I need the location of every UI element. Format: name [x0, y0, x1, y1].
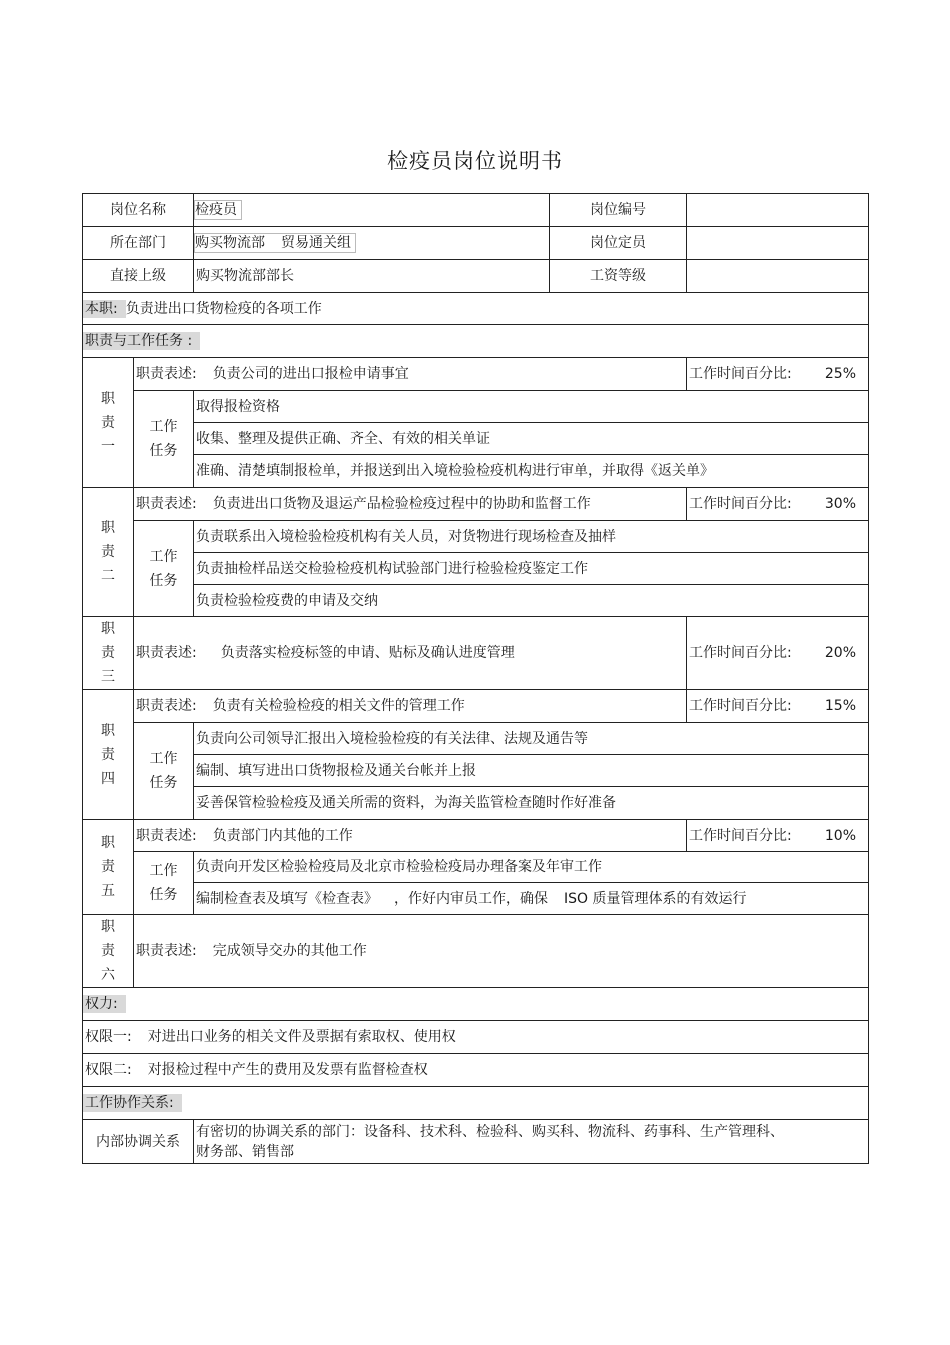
salary-grade-value: [687, 260, 869, 293]
responsibility-4-description: 负责有关检验检疫的相关文件的管理工作: [212, 698, 465, 714]
task-item: 收集、整理及提供正确、齐全、有效的相关单证: [194, 423, 869, 455]
tasks-section-label: 职责与工作任务 :: [83, 325, 869, 358]
task-item: 负责检验检疫费的申请及交纳: [194, 585, 869, 617]
position-name-value: 检疫员: [194, 194, 550, 227]
responsibility-2-task-label: 工作 任务: [134, 521, 194, 617]
header-row-name: [83, 194, 869, 227]
responsibility-5-description: 负责部门内其他的工作: [212, 827, 353, 844]
superior-label: 直接上级: [83, 260, 194, 293]
responsibility-2-label: 职 责 二: [83, 488, 134, 617]
task-item: 负责向公司领导汇报出入境检验检疫的有关法律、法规及通告等: [194, 723, 869, 755]
duty-row: [83, 293, 869, 325]
responsibility-5-percent: 10%: [824, 827, 856, 844]
header-row-dept: [83, 227, 869, 260]
responsibility-1-label: 职 责 一: [83, 358, 134, 488]
internal-coordination-text: 有密切的协调关系的部门：设备科、技术科、检验科、购买科、物流科、药事科、生产管理科、财务部、销售部: [194, 1120, 869, 1164]
authority-section-row: [83, 988, 869, 1021]
responsibility-4-task-label: 工作 任务: [134, 723, 194, 820]
responsibility-2-percent: 30%: [824, 496, 856, 512]
responsibility-1-task-row: [83, 391, 869, 423]
task-item: 妥善保管检验检疫及通关所需的资料，为海关监管检查随时作好准备: [194, 787, 869, 820]
responsibility-4-percent: 15%: [824, 698, 856, 714]
responsibility-2-task-row: [83, 521, 869, 553]
internal-coordination-row: [83, 1120, 869, 1164]
task-item: 负责向开发区检验检疫局及北京市检验检疫局办理备案及年审工作: [194, 852, 869, 883]
task-item: 编制、填写进出口货物报检及通关台帐并上报: [194, 755, 869, 787]
task-item: 编制检查表及填写《检查表》 ，作好内审员工作，确保 ISO 质量管理体系的有效运行: [194, 883, 869, 915]
responsibility-6-description: 完成领导交办的其他工作: [212, 943, 367, 959]
responsibility-2-percent-cell: 工作时间百分比: 30%: [687, 488, 869, 521]
responsibility-3-percent-cell: 工作时间百分比: 20%: [687, 617, 869, 690]
position-code-label: 岗位编号: [550, 194, 687, 227]
cooperation-section-row: [83, 1087, 869, 1120]
responsibility-1-desc-row: 职 责 一 职责表述: 负责公司的进出口报检申请事宜 工作时间百分比: 25%: [83, 358, 869, 391]
responsibility-3-description: 负责落实检疫标签的申请、贴标及确认进度管理: [220, 645, 515, 661]
responsibility-4-percent-cell: 工作时间百分比: 15%: [687, 690, 869, 723]
department-label: 所在部门: [83, 227, 194, 260]
responsibility-6-label: 职 责 六: [83, 915, 134, 988]
responsibility-2-desc-row: 职 责 二 职责表述: 负责进出口货物及退运产品检验检疫过程中的协助和监督工作 工作时间百分比: 30%: [83, 488, 869, 521]
authority-2-text: 对报检过程中产生的费用及发票有监督检查权: [147, 1062, 428, 1078]
responsibility-6-desc-row: 职 责 六 职责表述: 完成领导交办的其他工作: [83, 915, 869, 988]
task-item: 负责联系出入境检验检疫机构有关人员，对货物进行现场检查及抽样: [194, 521, 869, 553]
responsibility-1-percent-cell: 工作时间百分比: 25%: [687, 358, 869, 391]
responsibility-3-label: 职 责 三: [83, 617, 134, 690]
cooperation-label: 工作协作关系:: [83, 1094, 182, 1112]
task-item: 负责抽检样品送交检验检疫机构试验部门进行检验检疫鉴定工作: [194, 553, 869, 585]
staffing-label: 岗位定员: [550, 227, 687, 260]
authority-row-2: 权限二: 对报检过程中产生的费用及发票有监督检查权: [83, 1054, 869, 1087]
position-code-value: [687, 194, 869, 227]
responsibility-1-description: 负责公司的进出口报检申请事宜: [212, 366, 409, 382]
page-title: 检疫员岗位说明书: [387, 149, 563, 173]
responsibility-3-desc-row: 职 责 三 职责表述: 负责落实检疫标签的申请、贴标及确认进度管理 工作时间百分比: 20%: [83, 617, 869, 690]
superior-value: 购买物流部部长: [194, 260, 550, 293]
responsibility-3-percent: 20%: [824, 645, 856, 661]
salary-grade-label: 工资等级: [550, 260, 687, 293]
authority-row-1: 权限一: 对进出口业务的相关文件及票据有索取权、使用权: [83, 1021, 869, 1054]
responsibility-5-desc-row: 职 责 五 职责表述: 负责部门内其他的工作 工作时间百分比: 10%: [83, 820, 869, 852]
department-value: 购买物流部 贸易通关组: [194, 227, 550, 260]
responsibility-5-label: 职 责 五: [83, 820, 134, 915]
responsibility-5-task-label: 工作 任务: [134, 852, 194, 915]
responsibility-4-task-row: [83, 723, 869, 755]
tasks-section-row: [83, 325, 869, 358]
header-row-superior: [83, 260, 869, 293]
duty-text: 负责进出口货物检疫的各项工作: [125, 300, 322, 317]
task-item: 准确、清楚填制报检单，并报送到出入境检验检疫机构进行审单，并取得《返关单》: [194, 455, 869, 488]
position-name-label: 岗位名称: [83, 194, 194, 227]
responsibility-1-percent: 25%: [824, 366, 856, 382]
internal-coordination-label: 内部协调关系: [83, 1120, 194, 1164]
authority-1-text: 对进出口业务的相关文件及票据有索取权、使用权: [147, 1029, 456, 1045]
responsibility-4-label: 职 责 四: [83, 690, 134, 820]
job-description-table: [82, 193, 869, 1164]
responsibility-5-percent-cell: 工作时间百分比: 10%: [687, 820, 869, 852]
responsibility-4-desc-row: 职 责 四 职责表述: 负责有关检验检疫的相关文件的管理工作 工作时间百分比: 15%: [83, 690, 869, 723]
responsibility-5-task-row: [83, 852, 869, 883]
duty-label: 本职:: [83, 300, 126, 318]
responsibility-2-description: 负责进出口货物及退运产品检验检疫过程中的协助和监督工作: [212, 496, 591, 512]
staffing-value: [687, 227, 869, 260]
authority-label: 权力:: [83, 995, 126, 1013]
responsibility-1-task-label: 工作 任务: [134, 391, 194, 488]
task-item: 取得报检资格: [194, 391, 869, 423]
